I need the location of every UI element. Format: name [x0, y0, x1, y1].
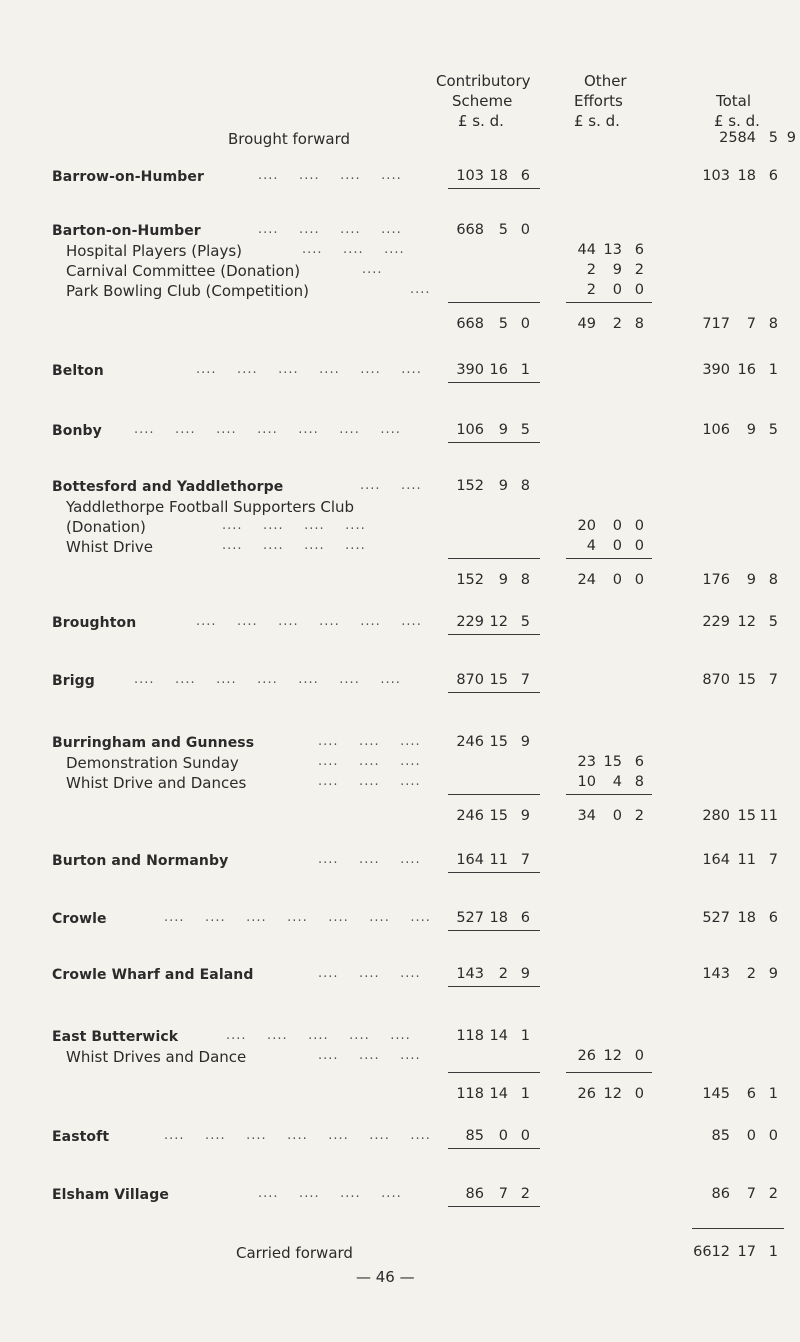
carried-forward-total-pence: 1	[768, 1244, 778, 1260]
carried-forward-total-shillings: 17	[737, 1244, 756, 1260]
contrib-shillings: 11	[489, 852, 508, 868]
total-pence: 8	[768, 572, 778, 588]
total-shillings: 15	[737, 672, 756, 688]
row-label-bottesford-whist: Whist Drive	[66, 538, 153, 556]
contrib-shillings: 7	[498, 1186, 508, 1202]
total-pounds: 527	[702, 910, 730, 926]
leader-dots: .... .... ....	[318, 754, 421, 769]
row-label-barton-park: Park Bowling Club (Competition)	[66, 282, 309, 300]
leader-dots: .... .... .... .... ....	[226, 1028, 411, 1043]
other-shillings: 12	[603, 1048, 622, 1064]
underline	[448, 794, 540, 795]
contrib-shillings: 9	[498, 422, 508, 438]
total-pounds: 280	[702, 808, 730, 824]
other-pence: 8	[634, 774, 644, 790]
leader-dots: .... .... .... .... .... ....	[196, 362, 422, 377]
leader-dots: .... .... .... ....	[222, 538, 366, 553]
contrib-shillings: 15	[489, 734, 508, 750]
contrib-shillings: 2	[498, 966, 508, 982]
brought-forward-total-pounds: 2584	[719, 130, 756, 146]
total-pence: 1	[768, 362, 778, 378]
leader-dots: .... .... ....	[318, 966, 421, 981]
contrib-shillings: 16	[489, 362, 508, 378]
other-shillings: 0	[612, 538, 622, 554]
leader-dots: .... .... .... ....	[222, 518, 366, 533]
contrib-pence: 7	[520, 852, 530, 868]
subtotal-contrib-pence: 0	[520, 316, 530, 332]
total-shillings: 7	[746, 316, 756, 332]
total-shillings: 18	[737, 910, 756, 926]
total-pence: 5	[768, 422, 778, 438]
total-pence: 7	[768, 852, 778, 868]
underline	[566, 1072, 652, 1073]
row-label-burton: Burton and Normanby	[52, 853, 229, 869]
total-pence: 5	[768, 614, 778, 630]
total-pence: 0	[768, 1128, 778, 1144]
total-shillings: 15	[737, 808, 756, 824]
total-shillings: 11	[737, 852, 756, 868]
carried-forward-label: Carried forward	[236, 1244, 353, 1262]
row-label-crowle: Crowle	[52, 911, 107, 927]
contrib-pounds: 246	[456, 734, 484, 750]
total-header-units: £ s. d.	[714, 112, 760, 130]
total-header-line1: Total	[716, 92, 752, 110]
underline	[448, 986, 540, 987]
row-label-elsham: Elsham Village	[52, 1187, 169, 1203]
total-pence: 9	[768, 966, 778, 982]
leader-dots: .... .... ....	[302, 242, 405, 257]
subtotal-contrib-shillings: 9	[498, 572, 508, 588]
underline	[448, 1072, 540, 1073]
subtotal-other-pounds: 24	[577, 572, 596, 588]
other-pence: 6	[634, 754, 644, 770]
other-shillings: 13	[603, 242, 622, 258]
contrib-shillings: 0	[498, 1128, 508, 1144]
row-label-burringham: Burringham and Gunness	[52, 735, 255, 751]
leader-dots: .... ....	[360, 478, 422, 493]
subtotal-other-pounds: 34	[577, 808, 596, 824]
underline	[566, 794, 652, 795]
contrib-pounds: 103	[456, 168, 484, 184]
leader-dots: .... .... ....	[318, 774, 421, 789]
contrib-header-line2: Scheme	[452, 92, 513, 110]
subtotal-contrib-shillings: 14	[489, 1086, 508, 1102]
row-label-eastoft: Eastoft	[52, 1129, 110, 1145]
underline	[448, 1206, 540, 1207]
contrib-pounds: 164	[456, 852, 484, 868]
contrib-pounds: 86	[465, 1186, 484, 1202]
underline	[448, 382, 540, 383]
contrib-pence: 7	[520, 672, 530, 688]
total-shillings: 9	[746, 422, 756, 438]
total-pounds: 870	[702, 672, 730, 688]
contrib-shillings: 14	[489, 1028, 508, 1044]
subtotal-other-shillings: 12	[603, 1086, 622, 1102]
other-header-line2: Efforts	[574, 92, 623, 110]
total-pounds: 390	[702, 362, 730, 378]
leader-dots: .... .... .... .... .... .... ....	[134, 672, 401, 687]
subtotal-other-shillings: 0	[612, 572, 622, 588]
other-pounds: 2	[586, 262, 596, 278]
other-pounds: 4	[586, 538, 596, 554]
subtotal-contrib-pounds: 246	[456, 808, 484, 824]
other-header-line1: Other	[584, 72, 627, 90]
subtotal-other-pence: 2	[634, 808, 644, 824]
other-pounds: 26	[577, 1048, 596, 1064]
leader-dots: .... .... .... .... .... .... ....	[134, 422, 401, 437]
other-shillings: 0	[612, 282, 622, 298]
subtotal-contrib-shillings: 15	[489, 808, 508, 824]
subtotal-contrib-pence: 1	[520, 1086, 530, 1102]
other-pounds: 20	[577, 518, 596, 534]
total-shillings: 18	[737, 168, 756, 184]
underline	[448, 634, 540, 635]
subtotal-contrib-pounds: 118	[456, 1086, 484, 1102]
row-label-burringham-whist: Whist Drive and Dances	[66, 774, 247, 792]
leader-dots: .... .... .... ....	[258, 222, 402, 237]
contrib-pence: 5	[520, 614, 530, 630]
contrib-pence: 8	[520, 478, 530, 494]
total-pounds: 103	[702, 168, 730, 184]
row-label-brigg: Brigg	[52, 673, 95, 689]
total-pence: 11	[759, 808, 778, 824]
contrib-header-units: £ s. d.	[458, 112, 504, 130]
contrib-pence: 9	[520, 734, 530, 750]
contrib-pounds: 106	[456, 422, 484, 438]
total-shillings: 12	[737, 614, 756, 630]
total-pounds: 145	[702, 1086, 730, 1102]
contrib-pounds: 152	[456, 478, 484, 494]
contrib-pounds: 118	[456, 1028, 484, 1044]
underline	[448, 188, 540, 189]
contrib-pence: 0	[520, 222, 530, 238]
total-pounds: 85	[711, 1128, 730, 1144]
row-label-broughton: Broughton	[52, 615, 137, 631]
total-pence: 8	[768, 316, 778, 332]
brought-forward-label: Brought forward	[228, 130, 350, 148]
row-label-barrow: Barrow-on-Humber	[52, 169, 204, 185]
leader-dots: .... .... .... .... .... .... ....	[164, 910, 431, 925]
underline	[692, 1228, 784, 1229]
contrib-pence: 6	[520, 910, 530, 926]
other-shillings: 0	[612, 518, 622, 534]
contrib-pounds: 390	[456, 362, 484, 378]
underline	[566, 302, 652, 303]
brought-forward-total-pence: 9	[786, 130, 796, 146]
leader-dots: .... .... ....	[318, 852, 421, 867]
subtotal-other-pounds: 49	[577, 316, 596, 332]
leader-dots: ....	[362, 262, 383, 277]
contrib-pounds: 870	[456, 672, 484, 688]
underline	[448, 1148, 540, 1149]
leader-dots: .... .... .... .... .... .... ....	[164, 1128, 431, 1143]
contrib-pence: 0	[520, 1128, 530, 1144]
total-pounds: 164	[702, 852, 730, 868]
other-pounds: 2	[586, 282, 596, 298]
row-label-burringham-demo: Demonstration Sunday	[66, 754, 239, 772]
total-pounds: 229	[702, 614, 730, 630]
contrib-shillings: 15	[489, 672, 508, 688]
subtotal-other-shillings: 2	[612, 316, 622, 332]
leader-dots: ....	[410, 282, 431, 297]
row-label-east-butterwick: East Butterwick	[52, 1029, 179, 1045]
subtotal-contrib-pence: 8	[520, 572, 530, 588]
carried-forward-total-pounds: 6612	[693, 1244, 730, 1260]
underline	[448, 302, 540, 303]
contrib-pence: 6	[520, 168, 530, 184]
contrib-pounds: 527	[456, 910, 484, 926]
brought-forward-total-shillings: 5	[768, 130, 778, 146]
contrib-pence: 1	[520, 362, 530, 378]
page-number: — 46 —	[356, 1268, 415, 1286]
row-label-belton: Belton	[52, 363, 104, 379]
row-label-barton: Barton-on-Humber	[52, 223, 201, 239]
contrib-shillings: 18	[489, 910, 508, 926]
total-shillings: 6	[746, 1086, 756, 1102]
contrib-pounds: 143	[456, 966, 484, 982]
other-pence: 0	[634, 1048, 644, 1064]
total-pounds: 717	[702, 316, 730, 332]
total-pounds: 106	[702, 422, 730, 438]
total-shillings: 0	[746, 1128, 756, 1144]
other-shillings: 9	[612, 262, 622, 278]
contrib-pounds: 668	[456, 222, 484, 238]
contrib-pence: 9	[520, 966, 530, 982]
leader-dots: .... .... ....	[318, 734, 421, 749]
contrib-shillings: 18	[489, 168, 508, 184]
leader-dots: .... .... .... ....	[258, 1186, 402, 1201]
leader-dots: .... .... ....	[318, 1048, 421, 1063]
underline	[448, 692, 540, 693]
subtotal-contrib-pounds: 152	[456, 572, 484, 588]
row-label-bonby: Bonby	[52, 423, 102, 439]
underline	[448, 558, 540, 559]
other-pence: 6	[634, 242, 644, 258]
other-header-units: £ s. d.	[574, 112, 620, 130]
contrib-pence: 2	[520, 1186, 530, 1202]
subtotal-contrib-shillings: 5	[498, 316, 508, 332]
other-pence: 2	[634, 262, 644, 278]
subtotal-contrib-pence: 9	[520, 808, 530, 824]
total-pence: 2	[768, 1186, 778, 1202]
contrib-header-line1: Contributory	[436, 72, 531, 90]
row-label-crowle-wharf: Crowle Wharf and Ealand	[52, 967, 254, 983]
total-pounds: 143	[702, 966, 730, 982]
contrib-shillings: 9	[498, 478, 508, 494]
row-label-bottesford: Bottesford and Yaddlethorpe	[52, 479, 284, 495]
total-shillings: 16	[737, 362, 756, 378]
underline	[448, 930, 540, 931]
subtotal-other-pence: 8	[634, 316, 644, 332]
total-pounds: 86	[711, 1186, 730, 1202]
total-pence: 6	[768, 168, 778, 184]
subtotal-other-pounds: 26	[577, 1086, 596, 1102]
other-pounds: 23	[577, 754, 596, 770]
row-label-bottesford-donation: (Donation)	[66, 518, 146, 536]
row-label-east-butterwick-whist: Whist Drives and Dance	[66, 1048, 247, 1066]
other-shillings: 15	[603, 754, 622, 770]
contrib-pounds: 85	[465, 1128, 484, 1144]
other-pounds: 44	[577, 242, 596, 258]
total-shillings: 7	[746, 1186, 756, 1202]
contrib-shillings: 12	[489, 614, 508, 630]
underline	[448, 872, 540, 873]
leader-dots: .... .... .... .... .... ....	[196, 614, 422, 629]
total-pence: 7	[768, 672, 778, 688]
underline	[566, 558, 652, 559]
contrib-pounds: 229	[456, 614, 484, 630]
contrib-pence: 5	[520, 422, 530, 438]
other-pounds: 10	[577, 774, 596, 790]
row-label-bottesford-football: Yaddlethorpe Football Supporters Club	[66, 498, 355, 516]
total-pounds: 176	[702, 572, 730, 588]
other-shillings: 4	[612, 774, 622, 790]
contrib-shillings: 5	[498, 222, 508, 238]
underline	[448, 442, 540, 443]
subtotal-other-pence: 0	[634, 1086, 644, 1102]
total-pence: 6	[768, 910, 778, 926]
total-pence: 1	[768, 1086, 778, 1102]
contrib-pence: 1	[520, 1028, 530, 1044]
other-pence: 0	[634, 538, 644, 554]
subtotal-other-shillings: 0	[612, 808, 622, 824]
subtotal-other-pence: 0	[634, 572, 644, 588]
row-label-barton-carnival: Carnival Committee (Donation)	[66, 262, 301, 280]
other-pence: 0	[634, 282, 644, 298]
total-shillings: 9	[746, 572, 756, 588]
subtotal-contrib-pounds: 668	[456, 316, 484, 332]
other-pence: 0	[634, 518, 644, 534]
leader-dots: .... .... .... ....	[258, 168, 402, 183]
total-shillings: 2	[746, 966, 756, 982]
row-label-barton-hospital: Hospital Players (Plays)	[66, 242, 243, 260]
